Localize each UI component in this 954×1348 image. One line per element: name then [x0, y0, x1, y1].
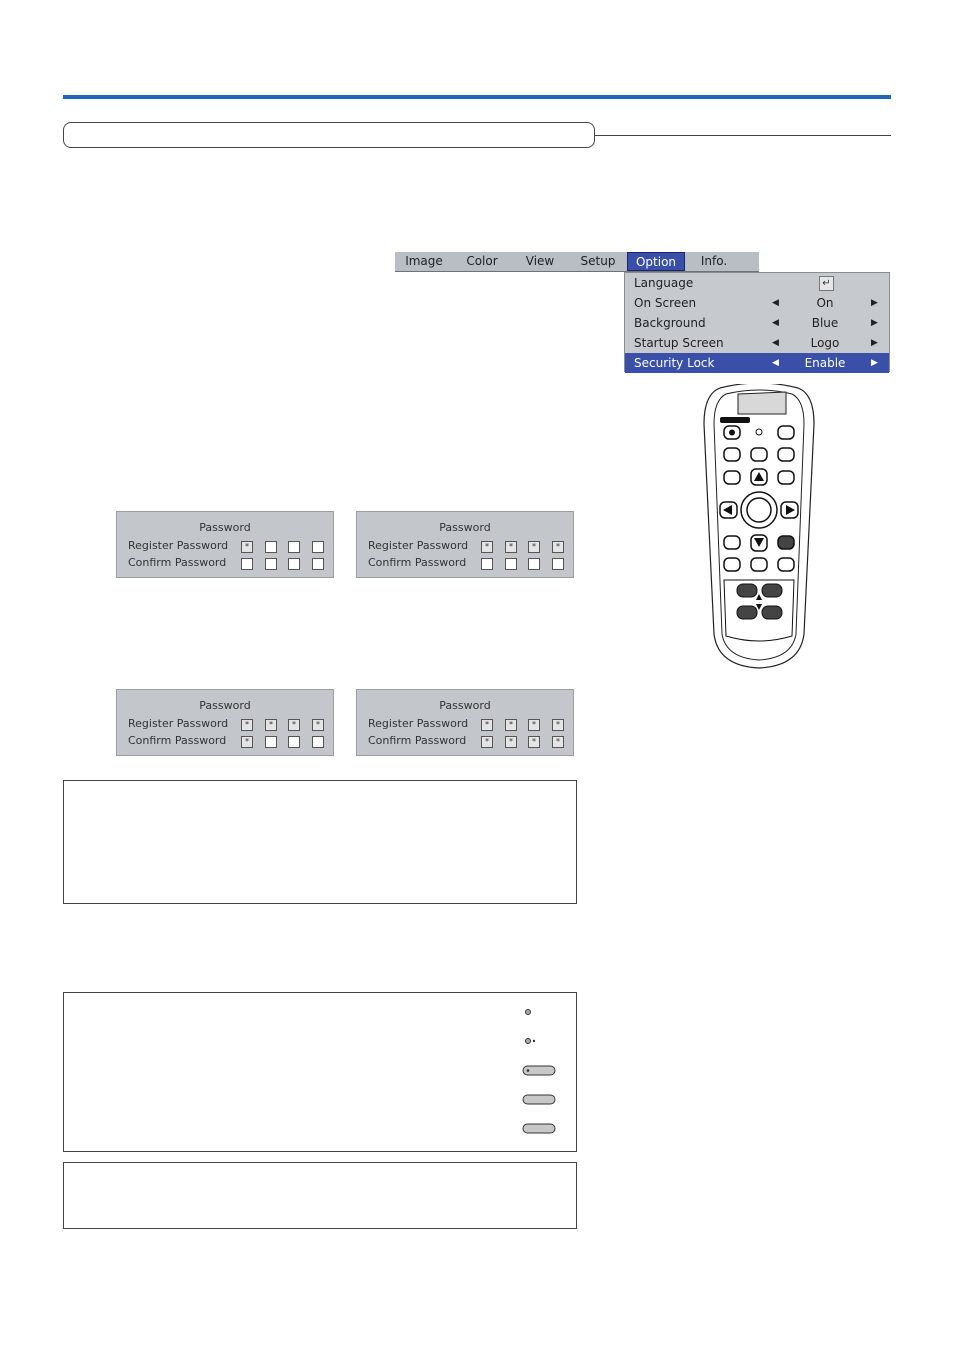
indicator-table-box: [63, 992, 577, 1152]
arrow-left-icon[interactable]: ◀: [772, 338, 779, 348]
password-title: Password: [439, 521, 491, 534]
tab-setup[interactable]: Setup: [580, 254, 616, 268]
tab-option[interactable]: Option: [627, 252, 685, 271]
confirm-digit-box[interactable]: *: [505, 736, 517, 748]
confirm-digit-box[interactable]: [505, 558, 517, 570]
confirm-password-label: Confirm Password: [368, 734, 467, 747]
confirm-digit-box[interactable]: [481, 558, 493, 570]
menu-item-language[interactable]: [625, 273, 889, 293]
register-digit-box[interactable]: *: [528, 541, 540, 553]
menu-item-background[interactable]: [625, 313, 889, 333]
header-rule: [63, 95, 891, 99]
note-box-bottom: [63, 1162, 577, 1229]
confirm-digit-box[interactable]: [528, 558, 540, 570]
arrow-right-icon[interactable]: ▶: [871, 318, 878, 328]
tab-color[interactable]: Color: [466, 254, 498, 268]
register-digit-box[interactable]: *: [505, 541, 517, 553]
register-digit-box[interactable]: *: [505, 719, 517, 731]
register-password-label: Register Password: [128, 539, 229, 552]
arrow-left-icon[interactable]: ◀: [772, 318, 779, 328]
register-digit-box[interactable]: *: [265, 719, 277, 731]
menu-item-value: On: [816, 296, 834, 310]
menu-item-label: Security Lock: [634, 356, 715, 370]
password-dialog-step3: [116, 689, 334, 756]
arrow-left-icon[interactable]: ◀: [772, 358, 779, 368]
arrow-right-icon[interactable]: ▶: [871, 338, 878, 348]
register-digit-box[interactable]: *: [528, 719, 540, 731]
tab-info[interactable]: Info.: [700, 254, 728, 268]
register-digit-box[interactable]: *: [481, 541, 493, 553]
arrow-right-icon[interactable]: ▶: [871, 358, 878, 368]
password-dialog-step4: [356, 689, 574, 756]
menu-item-label: On Screen: [634, 296, 697, 310]
enter-icon[interactable]: ↵: [819, 276, 834, 291]
confirm-digit-box[interactable]: *: [481, 736, 493, 748]
confirm-digit-box[interactable]: [552, 558, 564, 570]
confirm-digit-box[interactable]: [265, 558, 277, 570]
confirm-digit-box[interactable]: [288, 736, 300, 748]
indicator-lamp-icons: [520, 1005, 560, 1137]
password-title: Password: [199, 699, 251, 712]
menu-item-value: Logo: [810, 336, 840, 350]
register-password-label: Register Password: [368, 717, 469, 730]
menu-item-on-screen[interactable]: [625, 293, 889, 313]
register-digit-box[interactable]: *: [241, 719, 253, 731]
password-title: Password: [439, 699, 491, 712]
confirm-digit-box[interactable]: [265, 736, 277, 748]
register-digit-box[interactable]: *: [288, 719, 300, 731]
confirm-digit-box[interactable]: [312, 736, 324, 748]
register-password-label: Register Password: [128, 717, 229, 730]
register-digit-box[interactable]: [265, 541, 277, 553]
confirm-digit-box[interactable]: [288, 558, 300, 570]
arrow-left-icon[interactable]: ◀: [772, 298, 779, 308]
menu-item-security-lock[interactable]: [625, 353, 889, 373]
menu-item-label: Startup Screen: [634, 336, 724, 350]
confirm-digit-box[interactable]: [241, 558, 253, 570]
register-digit-box[interactable]: [288, 541, 300, 553]
confirm-password-label: Confirm Password: [128, 556, 227, 569]
register-digit-box[interactable]: *: [552, 719, 564, 731]
register-digit-box[interactable]: *: [241, 541, 253, 553]
register-digit-box[interactable]: [312, 541, 324, 553]
password-dialog-step2: [356, 511, 574, 578]
register-password-label: Register Password: [368, 539, 469, 552]
remote-control-illustration: [700, 384, 818, 670]
menu-item-startup-screen[interactable]: [625, 333, 889, 353]
note-box: [63, 780, 577, 904]
register-digit-box[interactable]: *: [312, 719, 324, 731]
confirm-digit-box[interactable]: *: [528, 736, 540, 748]
option-submenu: [624, 272, 890, 372]
password-title: Password: [199, 521, 251, 534]
menu-item-label: Background: [634, 316, 706, 330]
section-heading-box: [63, 122, 595, 148]
confirm-digit-box[interactable]: [312, 558, 324, 570]
confirm-password-label: Confirm Password: [368, 556, 467, 569]
menu-item-label: Language: [634, 276, 694, 290]
confirm-digit-box[interactable]: *: [241, 736, 253, 748]
tab-view[interactable]: View: [525, 254, 555, 268]
register-digit-box[interactable]: *: [552, 541, 564, 553]
menu-item-value: Blue: [811, 316, 839, 330]
arrow-right-icon[interactable]: ▶: [871, 298, 878, 308]
confirm-password-label: Confirm Password: [128, 734, 227, 747]
menu-item-value: Enable: [804, 356, 846, 370]
register-digit-box[interactable]: *: [481, 719, 493, 731]
password-dialog-step1: [116, 511, 334, 578]
osd-menu-bar: [395, 252, 759, 272]
section-heading-rule: [595, 135, 891, 136]
tab-image[interactable]: Image: [405, 254, 443, 268]
confirm-digit-box[interactable]: *: [552, 736, 564, 748]
